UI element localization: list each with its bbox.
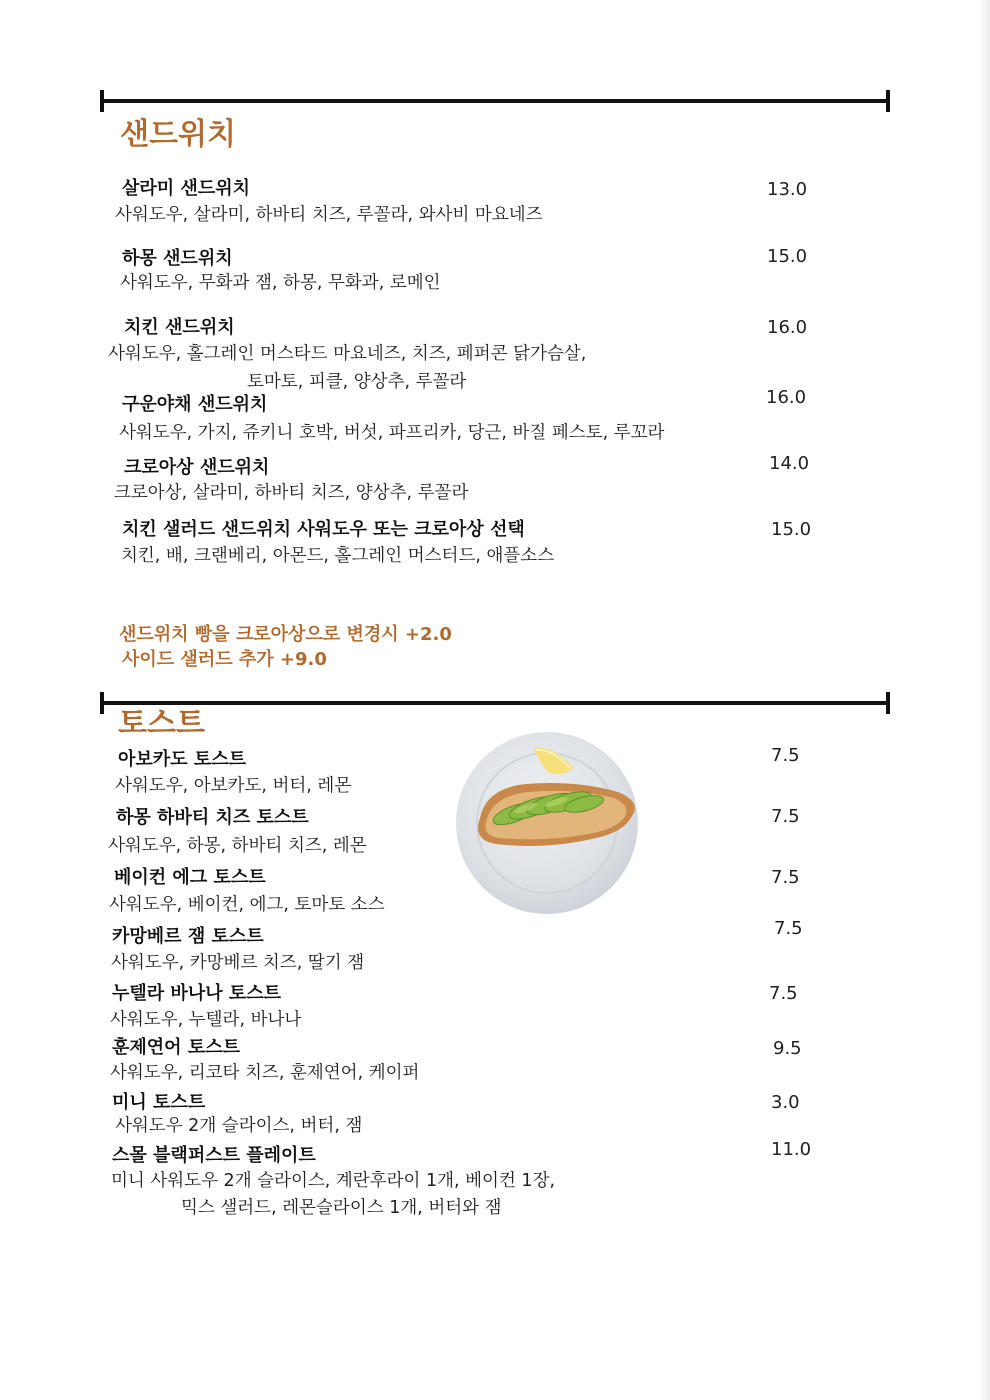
item-name: 치킨 샌드위치 — [124, 317, 235, 338]
avocado-toast-plate-photo — [456, 732, 638, 914]
item-description: 사워도우, 가지, 쥬키니 호박, 버섯, 파프리카, 당근, 바질 페스토, 루꼬라 — [119, 423, 665, 443]
item-description: 사워도우, 베이컨, 에그, 토마토 소스 — [109, 895, 385, 915]
item-price: 16.0 — [767, 317, 808, 338]
item-name: 크로아상 샌드위치 — [124, 457, 270, 478]
item-name: 구운야채 샌드위치 — [122, 394, 268, 415]
item-price: 7.5 — [769, 983, 798, 1004]
item-description-continued: 토마토, 피클, 양상추, 루꼴라 — [247, 372, 467, 392]
item-price: 7.5 — [771, 806, 800, 827]
item-price: 3.0 — [771, 1092, 800, 1113]
note-croissant-upgrade: 샌드위치 빵을 크로아상으로 변경시 +2.0 — [119, 624, 452, 645]
item-price: 14.0 — [769, 453, 810, 474]
item-description: 사워도우, 무화과 잼, 하몽, 무화과, 로메인 — [120, 273, 441, 293]
item-description: 사워도우, 아보카도, 버터, 레몬 — [115, 776, 352, 796]
item-price: 11.0 — [771, 1139, 812, 1160]
item-description-continued: 믹스 샐러드, 레몬슬라이스 1개, 버터와 잼 — [181, 1198, 502, 1218]
item-description: 사워도우, 리코타 치즈, 훈제연어, 케이퍼 — [110, 1063, 420, 1083]
item-description: 크로아상, 살라미, 하바티 치즈, 양상추, 루꼴라 — [114, 483, 469, 503]
item-description: 미니 사워도우 2개 슬라이스, 계란후라이 1개, 베이컨 1장, — [111, 1171, 556, 1191]
item-name: 하몽 샌드위치 — [122, 248, 233, 269]
item-description: 사워도우 2개 슬라이스, 버터, 잼 — [115, 1116, 363, 1136]
item-name: 누텔라 바나나 토스트 — [112, 983, 282, 1004]
item-name: 카망베르 잼 토스트 — [112, 926, 264, 947]
item-name: 치킨 샐러드 샌드위치 사워도우 또는 크로아상 선택 — [122, 519, 525, 540]
item-name: 하몽 하바티 치즈 토스트 — [116, 807, 309, 828]
item-price: 16.0 — [766, 387, 807, 408]
page-edge-shadow — [978, 0, 990, 1400]
item-description: 치킨, 배, 크랜베리, 아몬드, 홀그레인 머스터드, 애플소스 — [121, 546, 555, 566]
item-price: 7.5 — [774, 918, 803, 939]
note-side-salad: 사이드 샐러드 추가 +9.0 — [122, 649, 327, 670]
item-name: 미니 토스트 — [112, 1092, 206, 1113]
item-name: 살라미 샌드위치 — [122, 178, 250, 199]
item-description: 사워도우, 홀그레인 머스타드 마요네즈, 치즈, 페퍼콘 닭가슴살, — [108, 344, 587, 364]
item-name: 훈제연어 토스트 — [112, 1037, 240, 1058]
item-name: 베이컨 에그 토스트 — [114, 867, 266, 888]
item-name: 아보카도 토스트 — [118, 749, 246, 770]
item-price: 13.0 — [767, 179, 808, 200]
section-divider-sandwich — [100, 90, 890, 112]
item-description: 사워도우, 하몽, 하바티 치즈, 레몬 — [108, 836, 367, 856]
item-price: 15.0 — [767, 246, 808, 267]
section-divider-toast — [100, 692, 890, 714]
item-description: 사워도우, 살라미, 하바티 치즈, 루꼴라, 와사비 마요네즈 — [115, 205, 543, 225]
section-title-sandwich: 샌드위치 — [120, 117, 236, 152]
item-price: 7.5 — [771, 867, 800, 888]
item-description: 사워도우, 누텔라, 바나나 — [110, 1010, 302, 1030]
item-name: 스몰 블랙퍼스트 플레이트 — [112, 1145, 316, 1166]
item-price: 15.0 — [771, 519, 812, 540]
section-title-toast: 토스트 — [118, 706, 205, 741]
item-price: 7.5 — [771, 745, 800, 766]
item-price: 9.5 — [773, 1038, 802, 1059]
item-description: 사워도우, 카망베르 치즈, 딸기 잼 — [111, 953, 365, 973]
